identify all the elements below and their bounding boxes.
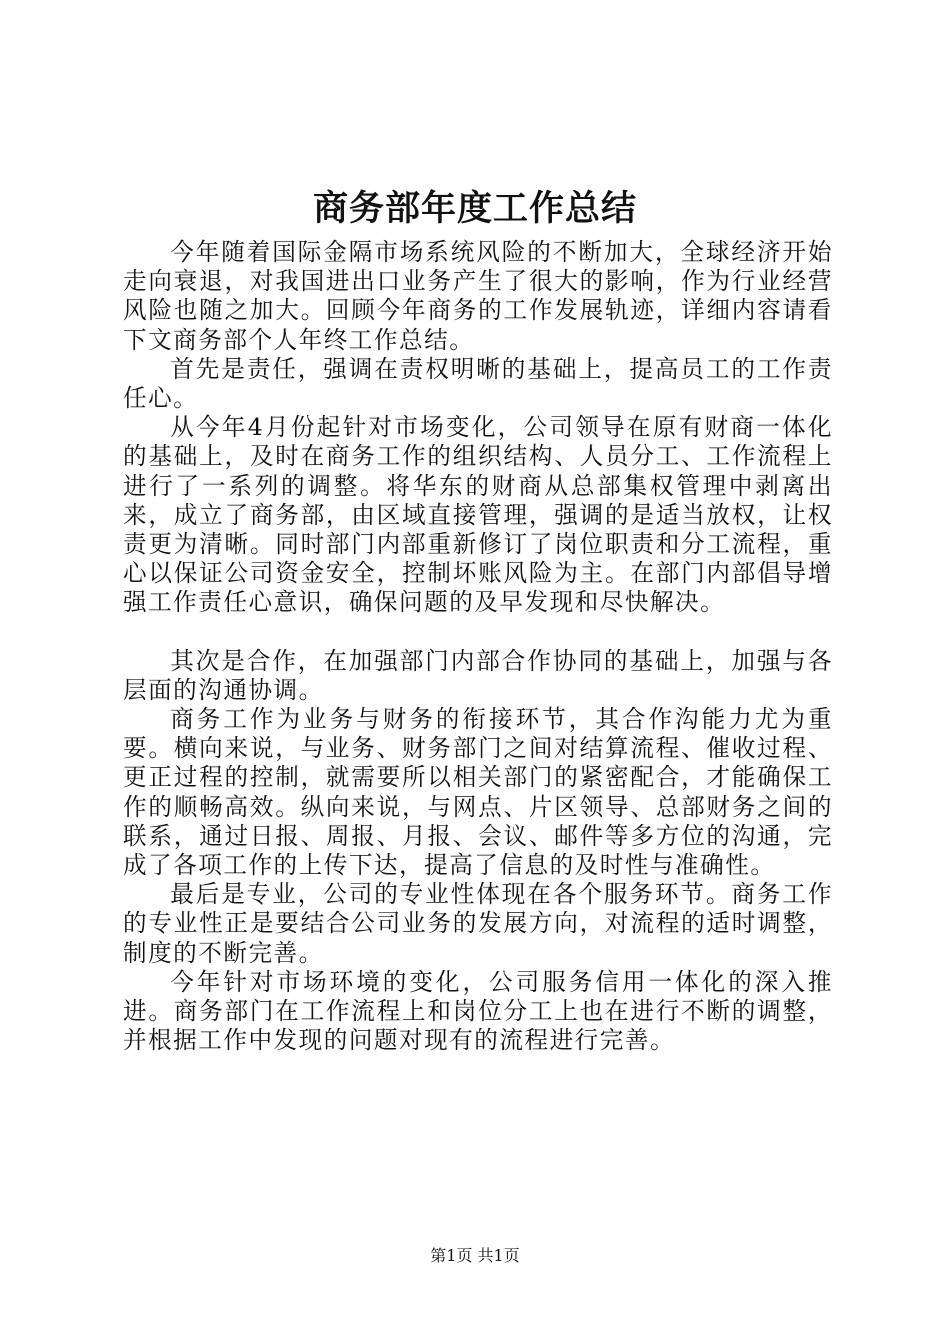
document-body	[123, 238, 833, 1055]
paragraph-professionalism: 最后是专业，公司的专业性体现在各个服务环节。商务工作的专业性正是要结合公司业务的发展方向，对流程的适时调整，制度的不断完善。	[123, 880, 833, 967]
paragraph-intro: 今年随着国际金隔市场系统风险的不断加大，全球经济开始走向衰退，对我国进出口业务产生了很大的影响，作为行业经营风险也随之加大。回顾今年商务的工作发展轨迹，详细内容请看下文商务部个人年终工作总结。	[123, 238, 833, 354]
document-title: 商务部年度工作总结	[312, 188, 637, 229]
paragraph-communication: 商务工作为业务与财务的衔接环节，其合作沟能力尤为重要。横向来说，与业务、财务部门之间对结算流程、催收过程、更正过程的控制，就需要所以相关部门的紧密配合，才能确保工作的顺畅高效。纵向来说，与网点、片区领导、总部财务之间的联系，通过日报、周报、月报、会议、邮件等多方位的沟通，完成了各项工作的上传下达，提高了信息的及时性与准确性。	[123, 705, 833, 880]
paragraph-improvement: 今年针对市场环境的变化，公司服务信用一体化的深入推进。商务部门在工作流程上和岗位分工上也在进行不断的调整，并根据工作中发现的问题对现有的流程进行完善。	[123, 967, 833, 1055]
page-footer: 第1页 共1页	[430, 1246, 520, 1265]
paragraph-restructure: 从今年4月份起针对市场变化，公司领导在原有财商一体化的基础上，及时在商务工作的组织结构、人员分工、工作流程上进行了一系列的调整。将华东的财商从总部集权管理中剥离出来，成立了商务部，由区域直接管理，强调的是适当放权，让权责更为清晰。同时部门内部重新修订了岗位职责和分工流程，重心以保证公司资金安全，控制坏账风险为主。在部门内部倡导增强工作责任心意识，确保问题的及早发现和尽快解决。	[123, 413, 833, 617]
paragraph-cooperation: 其次是合作，在加强部门内部合作协同的基础上，加强与各层面的沟通协调。	[123, 646, 833, 704]
paragraph-responsibility: 首先是责任，强调在责权明晰的基础上，提高员工的工作责任心。	[123, 354, 833, 413]
